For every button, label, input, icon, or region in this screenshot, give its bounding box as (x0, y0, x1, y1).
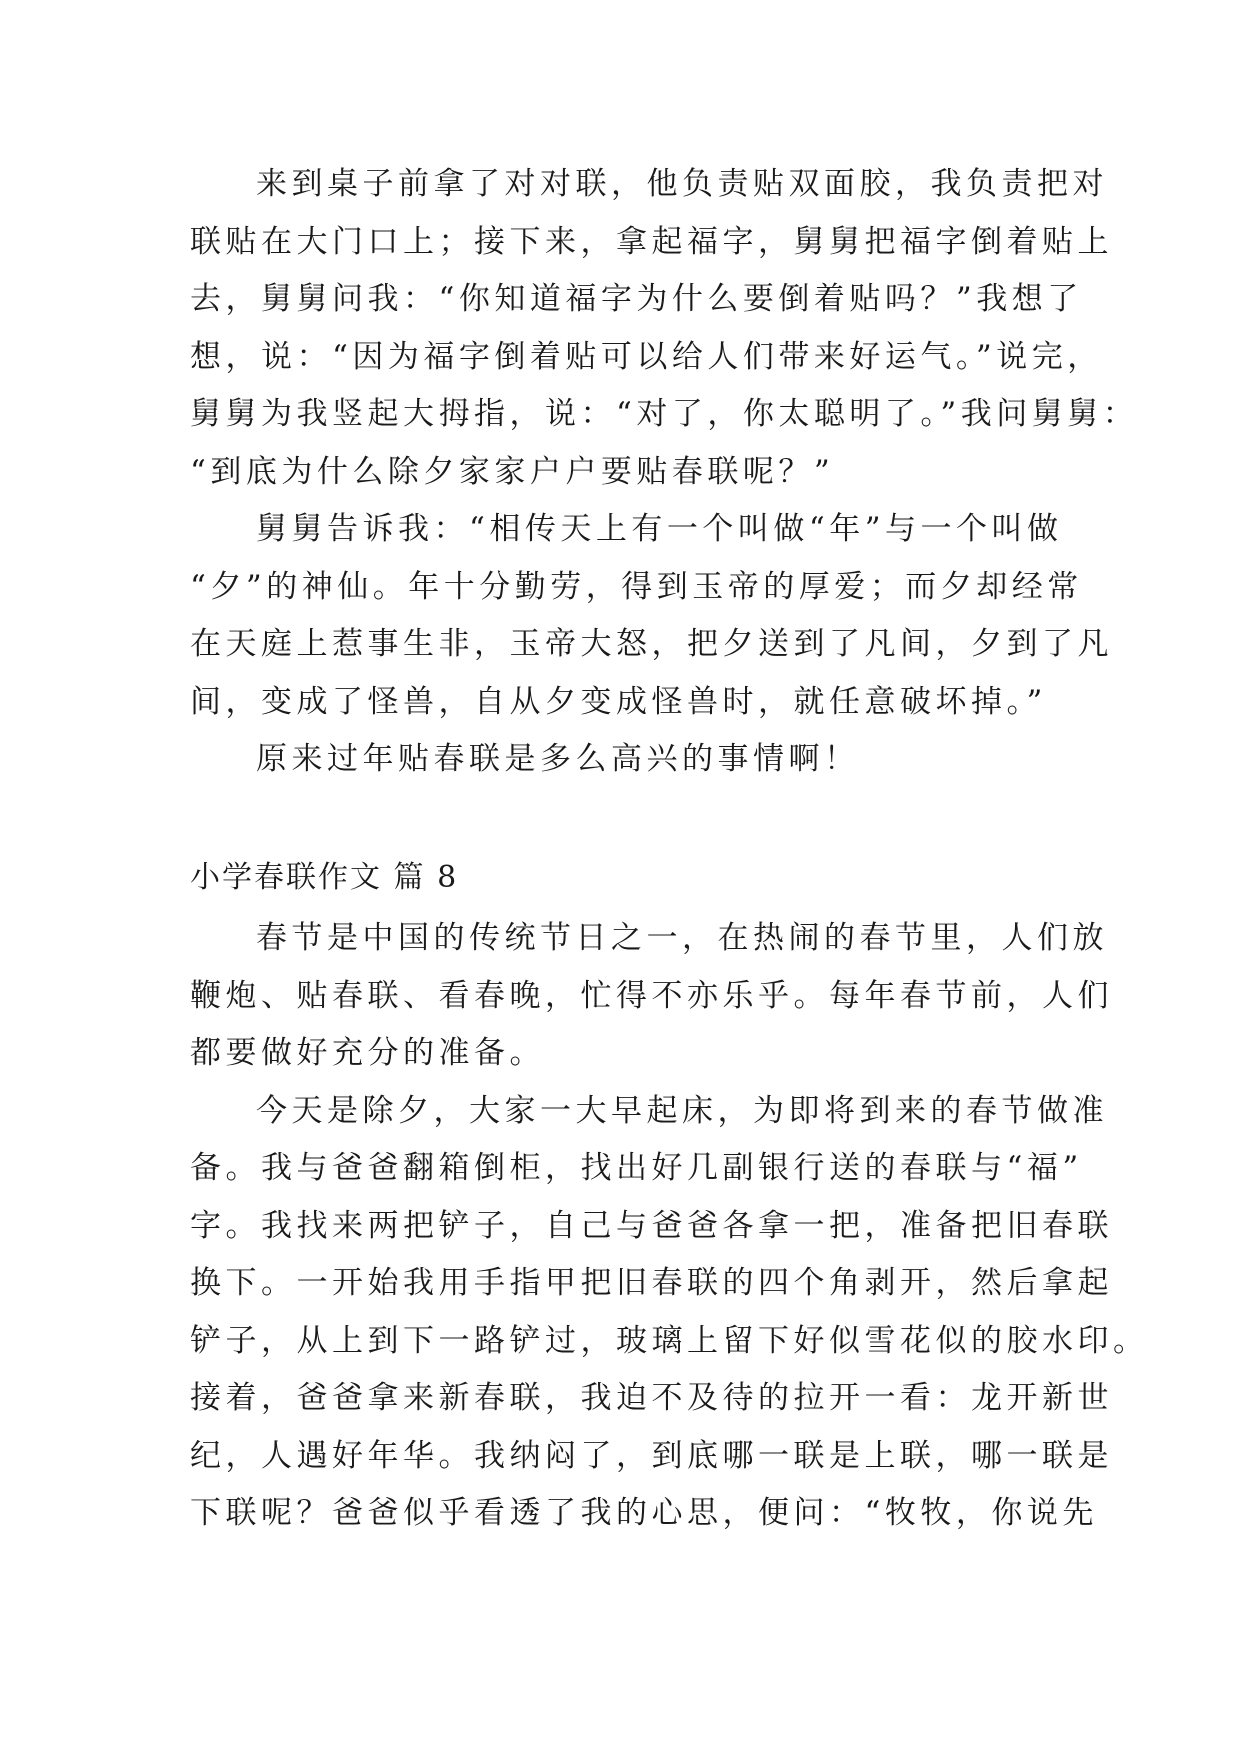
text-line: 备。我与爸爸翻箱倒柜，找出好几副银行送的春联与“福” (190, 1150, 1083, 1186)
text-line: 字。我找来两把铲子，自己与爸爸各拿一把，准备把旧春联 (190, 1207, 1113, 1244)
text-line: 接着，爸爸拿来新春联，我迫不及待的拉开一看：龙开新世 (190, 1380, 1113, 1416)
section-heading: 小学春联作文 篇 8 (190, 860, 459, 895)
text-line: 想，说：“因为福字倒着贴可以给人们带来好运气。”说完， (190, 338, 1103, 375)
text-line: 今天是除夕，大家一大早起床，为即将到来的春节做准 (256, 1092, 1108, 1129)
text-line: 来到桌子前拿了对对联，他负责贴双面胶，我负责把对 (256, 166, 1108, 202)
text-line: 舅舅为我竖起大拇指，说：“对了，你太聪明了。”我问舅舅： (190, 396, 1139, 432)
text-line: 鞭炮、贴春联、看春晚，忙得不亦乐乎。每年春节前，人们 (190, 977, 1113, 1014)
text-line: 下联呢？爸爸似乎看透了我的心思，便问：“牧牧，你说先 (190, 1495, 1098, 1531)
text-line: 舅舅告诉我：“相传天上有一个叫做“年”与一个叫做 (256, 511, 1063, 547)
text-line: 铲子，从上到下一路铲过，玻璃上留下好似雪花似的胶水印。 (190, 1322, 1149, 1359)
text-line: 去，舅舅问我：“你知道福字为什么要倒着贴吗？”我想了 (190, 281, 1083, 317)
text-line: “夕”的神仙。年十分勤劳，得到玉帝的厚爱；而夕却经常 (190, 568, 1083, 605)
story-section-1 (190, 156, 1139, 789)
story-section-2 (190, 910, 1149, 1543)
text-line: 间，变成了怪兽，自从夕变成怪兽时，就任意破坏掉。” (190, 683, 1047, 720)
text-line: 纪，人遇好年华。我纳闷了，到底哪一联是上联，哪一联是 (190, 1437, 1113, 1474)
text-line: 换下。一开始我用手指甲把旧春联的四个角剥开，然后拿起 (190, 1265, 1113, 1301)
text-line: 都要做好充分的准备。 (190, 1035, 545, 1071)
text-line: 在天庭上惹事生非，玉帝大怒，把夕送到了凡间，夕到了凡 (190, 626, 1113, 662)
text-line: 联贴在大门口上；接下来，拿起福字，舅舅把福字倒着贴上 (190, 223, 1113, 260)
text-line: “到底为什么除夕家家户户要贴春联呢？” (190, 453, 835, 490)
text-line: 原来过年贴春联是多么高兴的事情啊！ (256, 741, 860, 777)
text-line: 春节是中国的传统节日之一，在热闹的春节里，人们放 (256, 920, 1108, 956)
